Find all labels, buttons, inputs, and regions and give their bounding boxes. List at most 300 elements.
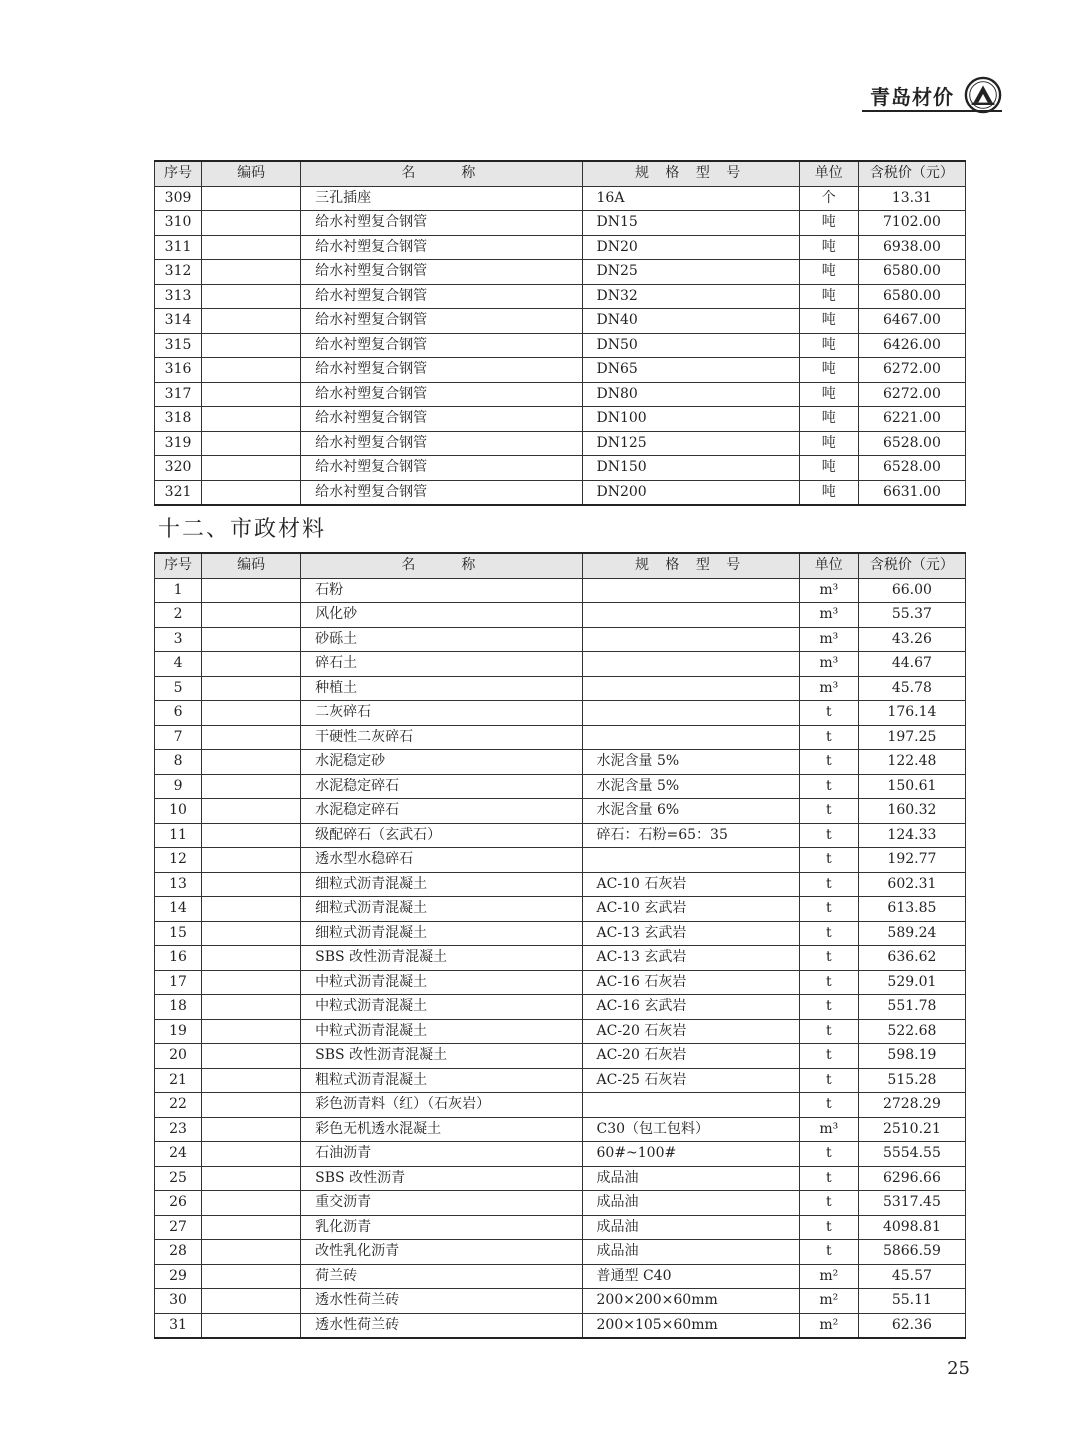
cell-name: 细粒式沥青混凝土 [301, 897, 582, 922]
cell-unit: 吨 [799, 431, 858, 456]
table-row [155, 652, 966, 677]
cell-code [202, 211, 301, 236]
cell-spec [582, 627, 799, 652]
cell-price: 6467.00 [858, 309, 965, 334]
table-row [155, 358, 966, 383]
cell-code [202, 823, 301, 848]
table-row [155, 1142, 966, 1167]
cell-name: 透水型水稳碎石 [301, 848, 582, 873]
header-rule [862, 110, 1002, 112]
cell-price: 522.68 [858, 1019, 965, 1044]
cell-name: 给水衬塑复合钢管 [301, 211, 582, 236]
cell-unit: t [799, 1166, 858, 1191]
cell-unit: t [799, 1191, 858, 1216]
cell-unit: 吨 [799, 284, 858, 309]
cell-idx: 9 [155, 774, 202, 799]
cell-code [202, 1191, 301, 1216]
cell-name: 石油沥青 [301, 1142, 582, 1167]
cell-idx: 15 [155, 921, 202, 946]
cell-spec: 成品油 [582, 1215, 799, 1240]
table-row [155, 897, 966, 922]
cell-name: 三孔插座 [301, 186, 582, 211]
cell-price: 45.78 [858, 676, 965, 701]
cell-idx: 11 [155, 823, 202, 848]
cell-unit: 吨 [799, 358, 858, 383]
cell-price: 55.11 [858, 1289, 965, 1314]
cell-name: 给水衬塑复合钢管 [301, 480, 582, 505]
table-row [155, 1068, 966, 1093]
cell-code [202, 284, 301, 309]
cell-price: 5554.55 [858, 1142, 965, 1167]
cell-name: 级配碎石（玄武石） [301, 823, 582, 848]
cell-idx: 317 [155, 382, 202, 407]
cell-code [202, 774, 301, 799]
cell-price: 5866.59 [858, 1240, 965, 1265]
col-header-price: 含税价（元） [858, 553, 965, 578]
table-row [155, 848, 966, 873]
cell-price: 197.25 [858, 725, 965, 750]
cell-name: 粗粒式沥青混凝土 [301, 1068, 582, 1093]
cell-price: 602.31 [858, 872, 965, 897]
table-row [155, 1019, 966, 1044]
cell-name: 细粒式沥青混凝土 [301, 872, 582, 897]
cell-code [202, 946, 301, 971]
cell-idx: 311 [155, 235, 202, 260]
table-row [155, 1215, 966, 1240]
cell-unit: t [799, 1019, 858, 1044]
cell-unit: t [799, 1068, 858, 1093]
cell-name: 给水衬塑复合钢管 [301, 407, 582, 432]
cell-idx: 31 [155, 1313, 202, 1338]
cell-price: 6221.00 [858, 407, 965, 432]
cell-spec [582, 1093, 799, 1118]
cell-name: 乳化沥青 [301, 1215, 582, 1240]
cell-spec [582, 676, 799, 701]
table-row [155, 921, 966, 946]
cell-code [202, 480, 301, 505]
cell-price: 551.78 [858, 995, 965, 1020]
cell-name: SBS 改性沥青 [301, 1166, 582, 1191]
cell-name: 中粒式沥青混凝土 [301, 1019, 582, 1044]
cell-idx: 23 [155, 1117, 202, 1142]
cell-unit: t [799, 921, 858, 946]
cell-code [202, 407, 301, 432]
cell-price: 598.19 [858, 1044, 965, 1069]
table-row [155, 1166, 966, 1191]
cell-unit: m² [799, 1289, 858, 1314]
cell-name: 给水衬塑复合钢管 [301, 333, 582, 358]
cell-code [202, 1313, 301, 1338]
cell-name: 给水衬塑复合钢管 [301, 431, 582, 456]
cell-code [202, 1044, 301, 1069]
cell-code [202, 1166, 301, 1191]
cell-spec: 200×200×60mm [582, 1289, 799, 1314]
cell-spec: AC-10 石灰岩 [582, 872, 799, 897]
table-row [155, 1044, 966, 1069]
cell-code [202, 1093, 301, 1118]
table-row [155, 1289, 966, 1314]
table-row [155, 480, 966, 505]
table-row [155, 309, 966, 334]
cell-unit: m² [799, 1313, 858, 1338]
cell-name: 石粉 [301, 578, 582, 603]
cell-code [202, 1068, 301, 1093]
table-row [155, 701, 966, 726]
cell-spec: DN20 [582, 235, 799, 260]
cell-price: 6631.00 [858, 480, 965, 505]
table-row [155, 407, 966, 432]
cell-name: 透水性荷兰砖 [301, 1313, 582, 1338]
table-row [155, 872, 966, 897]
table-row [155, 456, 966, 481]
cell-idx: 313 [155, 284, 202, 309]
cell-code [202, 725, 301, 750]
table-row [155, 750, 966, 775]
brand-title: 青岛材价 [870, 84, 954, 109]
cell-idx: 314 [155, 309, 202, 334]
cell-name: 中粒式沥青混凝土 [301, 995, 582, 1020]
table-header-row [155, 161, 966, 186]
cell-idx: 21 [155, 1068, 202, 1093]
table-row [155, 823, 966, 848]
table-row [155, 946, 966, 971]
cell-price: 2510.21 [858, 1117, 965, 1142]
cell-unit: m³ [799, 652, 858, 677]
col-header-idx: 序号 [155, 161, 202, 186]
col-header-unit: 单位 [799, 553, 858, 578]
cell-spec: 16A [582, 186, 799, 211]
cell-idx: 28 [155, 1240, 202, 1265]
cell-idx: 310 [155, 211, 202, 236]
cell-unit: t [799, 897, 858, 922]
cell-price: 62.36 [858, 1313, 965, 1338]
cell-name: 风化砂 [301, 603, 582, 628]
cell-price: 6938.00 [858, 235, 965, 260]
cell-spec: 普通型 C40 [582, 1264, 799, 1289]
cell-idx: 315 [155, 333, 202, 358]
cell-code [202, 1215, 301, 1240]
cell-idx: 22 [155, 1093, 202, 1118]
cell-name: 给水衬塑复合钢管 [301, 358, 582, 383]
cell-unit: t [799, 1142, 858, 1167]
cell-code [202, 358, 301, 383]
col-header-name: 名 称 [301, 161, 582, 186]
price-table-1 [154, 160, 966, 506]
cell-idx: 24 [155, 1142, 202, 1167]
cell-price: 176.14 [858, 701, 965, 726]
cell-spec: 成品油 [582, 1166, 799, 1191]
cell-idx: 16 [155, 946, 202, 971]
cell-unit: t [799, 1215, 858, 1240]
cell-spec: AC-16 石灰岩 [582, 970, 799, 995]
cell-idx: 312 [155, 260, 202, 285]
cell-code [202, 1240, 301, 1265]
cell-unit: t [799, 872, 858, 897]
cell-spec: 成品油 [582, 1191, 799, 1216]
table-row [155, 578, 966, 603]
cell-unit: 吨 [799, 480, 858, 505]
cell-price: 122.48 [858, 750, 965, 775]
cell-unit: m³ [799, 627, 858, 652]
table-row [155, 799, 966, 824]
cell-spec: DN200 [582, 480, 799, 505]
cell-name: 改性乳化沥青 [301, 1240, 582, 1265]
cell-unit: t [799, 750, 858, 775]
cell-unit: m³ [799, 603, 858, 628]
cell-idx: 319 [155, 431, 202, 456]
cell-spec: AC-10 玄武岩 [582, 897, 799, 922]
cell-name: 水泥稳定砂 [301, 750, 582, 775]
cell-spec: C30（包工包料） [582, 1117, 799, 1142]
cell-spec: AC-20 石灰岩 [582, 1044, 799, 1069]
cell-price: 43.26 [858, 627, 965, 652]
cell-price: 55.37 [858, 603, 965, 628]
table-1-body [155, 186, 966, 505]
cell-idx: 320 [155, 456, 202, 481]
cell-idx: 29 [155, 1264, 202, 1289]
cell-code [202, 701, 301, 726]
cell-unit: t [799, 701, 858, 726]
cell-spec: AC-13 玄武岩 [582, 921, 799, 946]
cell-code [202, 676, 301, 701]
cell-unit: m² [799, 1264, 858, 1289]
cell-name: 砂砾土 [301, 627, 582, 652]
cell-price: 2728.29 [858, 1093, 965, 1118]
cell-unit: 吨 [799, 407, 858, 432]
cell-idx: 25 [155, 1166, 202, 1191]
cell-spec: 水泥含量 6% [582, 799, 799, 824]
cell-spec: 水泥含量 5% [582, 774, 799, 799]
cell-code [202, 186, 301, 211]
cell-idx: 30 [155, 1289, 202, 1314]
cell-price: 6580.00 [858, 284, 965, 309]
cell-price: 160.32 [858, 799, 965, 824]
cell-price: 6580.00 [858, 260, 965, 285]
cell-spec: DN32 [582, 284, 799, 309]
cell-idx: 309 [155, 186, 202, 211]
cell-price: 589.24 [858, 921, 965, 946]
cell-spec [582, 701, 799, 726]
cell-name: 给水衬塑复合钢管 [301, 456, 582, 481]
cell-name: 水泥稳定碎石 [301, 799, 582, 824]
cell-spec: AC-16 玄武岩 [582, 995, 799, 1020]
cell-spec [582, 578, 799, 603]
price-table-2 [154, 552, 966, 1339]
table-header-row [155, 553, 966, 578]
cell-name: 干硬性二灰碎石 [301, 725, 582, 750]
cell-name: SBS 改性沥青混凝土 [301, 1044, 582, 1069]
cell-price: 529.01 [858, 970, 965, 995]
cell-idx: 316 [155, 358, 202, 383]
cell-unit: t [799, 1093, 858, 1118]
table-row [155, 1093, 966, 1118]
table-row [155, 603, 966, 628]
cell-spec: 成品油 [582, 1240, 799, 1265]
cell-unit: t [799, 725, 858, 750]
cell-unit: t [799, 970, 858, 995]
cell-price: 613.85 [858, 897, 965, 922]
cell-idx: 6 [155, 701, 202, 726]
cell-spec: AC-20 石灰岩 [582, 1019, 799, 1044]
table-row [155, 333, 966, 358]
cell-name: 种植土 [301, 676, 582, 701]
table-row [155, 186, 966, 211]
cell-spec: DN40 [582, 309, 799, 334]
cell-price: 636.62 [858, 946, 965, 971]
cell-code [202, 382, 301, 407]
cell-unit: t [799, 823, 858, 848]
cell-unit: 吨 [799, 309, 858, 334]
cell-code [202, 1289, 301, 1314]
cell-price: 515.28 [858, 1068, 965, 1093]
cell-unit: t [799, 946, 858, 971]
cell-unit: m³ [799, 1117, 858, 1142]
table-row [155, 995, 966, 1020]
cell-spec: DN125 [582, 431, 799, 456]
cell-unit: t [799, 1240, 858, 1265]
cell-price: 7102.00 [858, 211, 965, 236]
cell-code [202, 260, 301, 285]
cell-spec: AC-25 石灰岩 [582, 1068, 799, 1093]
cell-unit: t [799, 995, 858, 1020]
cell-spec: DN50 [582, 333, 799, 358]
cell-unit: 吨 [799, 211, 858, 236]
cell-spec: DN25 [582, 260, 799, 285]
cell-code [202, 456, 301, 481]
cell-name: 细粒式沥青混凝土 [301, 921, 582, 946]
cell-spec [582, 603, 799, 628]
table-row [155, 1264, 966, 1289]
cell-code [202, 848, 301, 873]
cell-code [202, 333, 301, 358]
cell-name: 二灰碎石 [301, 701, 582, 726]
cell-name: 中粒式沥青混凝土 [301, 970, 582, 995]
table-row [155, 382, 966, 407]
cell-name: 给水衬塑复合钢管 [301, 260, 582, 285]
cell-unit: t [799, 799, 858, 824]
cell-name: SBS 改性沥青混凝土 [301, 946, 582, 971]
cell-price: 45.57 [858, 1264, 965, 1289]
cell-price: 6426.00 [858, 333, 965, 358]
table-row [155, 1240, 966, 1265]
cell-unit: m³ [799, 578, 858, 603]
cell-unit: 吨 [799, 260, 858, 285]
cell-idx: 1 [155, 578, 202, 603]
cell-spec [582, 725, 799, 750]
cell-spec: AC-13 玄武岩 [582, 946, 799, 971]
cell-price: 124.33 [858, 823, 965, 848]
cell-price: 150.61 [858, 774, 965, 799]
cell-unit: 吨 [799, 456, 858, 481]
cell-name: 给水衬塑复合钢管 [301, 309, 582, 334]
cell-idx: 3 [155, 627, 202, 652]
cell-price: 5317.45 [858, 1191, 965, 1216]
cell-idx: 27 [155, 1215, 202, 1240]
cell-spec [582, 848, 799, 873]
cell-code [202, 627, 301, 652]
cell-idx: 19 [155, 1019, 202, 1044]
col-header-spec: 规 格 型 号 [582, 553, 799, 578]
table-row [155, 627, 966, 652]
brand-logo-icon [964, 76, 1002, 114]
cell-code [202, 578, 301, 603]
cell-name: 给水衬塑复合钢管 [301, 235, 582, 260]
cell-price: 13.31 [858, 186, 965, 211]
table-row [155, 1313, 966, 1338]
section-title: 十二、市政材料 [158, 517, 327, 542]
cell-code [202, 1264, 301, 1289]
cell-code [202, 603, 301, 628]
cell-price: 4098.81 [858, 1215, 965, 1240]
cell-price: 66.00 [858, 578, 965, 603]
cell-idx: 8 [155, 750, 202, 775]
cell-idx: 12 [155, 848, 202, 873]
table-row [155, 211, 966, 236]
cell-code [202, 1142, 301, 1167]
col-header-name: 名 称 [301, 553, 582, 578]
cell-price: 6272.00 [858, 382, 965, 407]
cell-unit: m³ [799, 676, 858, 701]
cell-spec [582, 652, 799, 677]
cell-code [202, 1117, 301, 1142]
table-row [155, 676, 966, 701]
table-row [155, 1117, 966, 1142]
cell-unit: t [799, 774, 858, 799]
col-header-code: 编码 [202, 161, 301, 186]
cell-name: 碎石土 [301, 652, 582, 677]
cell-code [202, 431, 301, 456]
table-row [155, 725, 966, 750]
cell-idx: 17 [155, 970, 202, 995]
cell-code [202, 750, 301, 775]
cell-unit: t [799, 848, 858, 873]
cell-spec: 200×105×60mm [582, 1313, 799, 1338]
col-header-code: 编码 [202, 553, 301, 578]
table-2-body [155, 578, 966, 1338]
cell-name: 彩色无机透水混凝土 [301, 1117, 582, 1142]
cell-unit: 吨 [799, 235, 858, 260]
cell-name: 透水性荷兰砖 [301, 1289, 582, 1314]
cell-price: 44.67 [858, 652, 965, 677]
cell-unit: 吨 [799, 382, 858, 407]
cell-idx: 321 [155, 480, 202, 505]
cell-name: 荷兰砖 [301, 1264, 582, 1289]
cell-spec: DN100 [582, 407, 799, 432]
cell-spec: DN80 [582, 382, 799, 407]
cell-code [202, 970, 301, 995]
cell-price: 6528.00 [858, 456, 965, 481]
cell-name: 彩色沥青料（红）（石灰岩） [301, 1093, 582, 1118]
col-header-idx: 序号 [155, 553, 202, 578]
table-row [155, 431, 966, 456]
col-header-price: 含税价（元） [858, 161, 965, 186]
cell-name: 重交沥青 [301, 1191, 582, 1216]
cell-code [202, 799, 301, 824]
cell-idx: 318 [155, 407, 202, 432]
cell-idx: 20 [155, 1044, 202, 1069]
cell-idx: 4 [155, 652, 202, 677]
table-row [155, 1191, 966, 1216]
col-header-spec: 规 格 型 号 [582, 161, 799, 186]
cell-idx: 10 [155, 799, 202, 824]
cell-name: 水泥稳定碎石 [301, 774, 582, 799]
cell-idx: 5 [155, 676, 202, 701]
header-brand [870, 76, 1002, 114]
cell-spec: 60#~100# [582, 1142, 799, 1167]
cell-name: 给水衬塑复合钢管 [301, 284, 582, 309]
cell-spec: 碎石：石粉=65：35 [582, 823, 799, 848]
cell-price: 6272.00 [858, 358, 965, 383]
